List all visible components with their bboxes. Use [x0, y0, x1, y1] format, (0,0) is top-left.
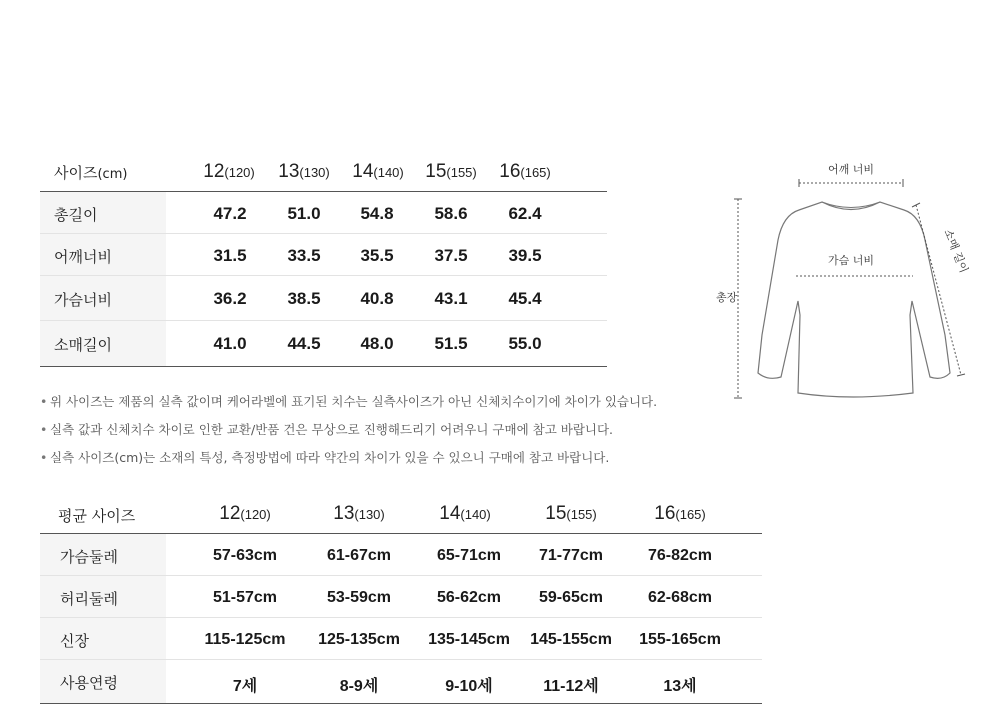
row-label-cell: 어깨너비 [40, 234, 166, 276]
value-cell: 51.5 [434, 334, 468, 353]
value-cell: 76-82cm [647, 547, 713, 564]
value-cell: 44.5 [287, 334, 321, 353]
value-cell: 51-57cm [212, 589, 278, 606]
sleeve-tick-bottom [957, 374, 965, 376]
size-table [40, 150, 607, 368]
value-cell: 125-135cm [318, 631, 400, 648]
value-cell: 53-59cm [326, 589, 392, 606]
sleeve-length-label: 소매 길이 [941, 227, 971, 275]
value-cell: 59-65cm [538, 589, 604, 606]
value-cell: 47.2 [213, 204, 247, 223]
value-cell: 62.4 [508, 204, 542, 223]
avg-col-12: 12(120) [219, 503, 271, 524]
shirt-outline [758, 202, 950, 397]
value-cell: 38.5 [287, 289, 321, 308]
row-label-cell: 허리둘레 [40, 576, 166, 618]
value-cell: 135-145cm [428, 631, 510, 648]
value-cell: 61-67cm [326, 547, 392, 564]
value-cell: 35.5 [360, 246, 394, 265]
avg-table-header [40, 492, 762, 534]
notes-list [40, 392, 657, 476]
value-cell: 11-12세 [543, 678, 599, 695]
value-cell: 51.0 [287, 204, 321, 223]
value-cell: 8-9세 [339, 678, 379, 695]
row-label-cell: 가슴너비 [40, 276, 166, 321]
value-cell: 145-155cm [530, 631, 612, 648]
value-cell: 41.0 [213, 334, 247, 353]
avg-col-15: 15(155) [545, 503, 597, 524]
size-col-15: 15(155) [425, 161, 477, 182]
table-row [40, 534, 762, 576]
row-label-cell: 소매길이 [40, 321, 166, 366]
value-cell: 71-77cm [538, 547, 604, 564]
size-col-12: 12(120) [203, 161, 255, 182]
avg-col-13: 13(130) [333, 503, 385, 524]
shoulder-width-label: 어깨 너비 [827, 163, 875, 176]
value-cell: 62-68cm [647, 589, 713, 606]
length-label: 총장 [716, 291, 738, 304]
note-item: • 실측 사이즈(cm)는 소재의 특성, 측정방법에 따라 약간의 차이가 있을 수 있으니 구매에 참고 바랍니다. [40, 450, 610, 465]
value-cell: 54.8 [360, 204, 394, 223]
value-cell: 39.5 [508, 246, 542, 265]
value-cell: 40.8 [360, 289, 394, 308]
value-cell: 57-63cm [212, 547, 278, 564]
value-cell: 155-165cm [639, 631, 721, 648]
size-table-bottom-rule [40, 366, 607, 367]
avg-header-label: 평균 사이즈 [58, 507, 136, 525]
avg-col-16: 16(165) [654, 503, 706, 524]
table-row [40, 321, 607, 366]
row-label-cell: 신장 [40, 618, 166, 660]
table-row [40, 576, 762, 618]
note-item: • 실측 값과 신체치수 차이로 인한 교환/반품 건은 무상으로 진행해드리기 어려우니 구매에 참고 바랍니다. [40, 422, 614, 437]
value-cell: 43.1 [434, 289, 468, 308]
chest-width-label: 가슴 너비 [827, 254, 875, 267]
size-table-header [40, 150, 607, 192]
value-cell: 45.4 [508, 289, 542, 308]
table-row [40, 192, 607, 234]
value-cell: 56-62cm [436, 589, 502, 606]
value-cell: 115-125cm [204, 631, 286, 648]
size-col-14: 14(140) [352, 161, 404, 182]
table-row [40, 660, 762, 704]
shirt-diagram [716, 155, 980, 415]
value-cell: 48.0 [360, 334, 394, 353]
value-cell: 55.0 [508, 334, 542, 353]
value-cell: 37.5 [434, 246, 468, 265]
avg-table-bottom-rule [40, 703, 762, 704]
value-cell: 58.6 [434, 204, 468, 223]
shirt-collar [822, 202, 880, 208]
size-col-13: 13(130) [278, 161, 330, 182]
value-cell: 9-10세 [445, 678, 493, 695]
value-cell: 36.2 [213, 289, 247, 308]
average-size-table [40, 492, 762, 706]
avg-col-14: 14(140) [439, 503, 491, 524]
size-col-16: 16(165) [499, 161, 551, 182]
value-cell: 33.5 [287, 246, 321, 265]
value-cell: 31.5 [213, 246, 247, 265]
table-row [40, 276, 607, 321]
note-item: • 위 사이즈는 제품의 실측 값이며 케어라벨에 표기된 치수는 실측사이즈가 아닌 신체치수이기에 차이가 있습니다. [40, 394, 658, 409]
row-label-cell: 총길이 [40, 192, 166, 234]
size-header-label: 사이즈(cm) [54, 164, 128, 182]
value-cell: 65-71cm [436, 547, 502, 564]
table-row [40, 234, 607, 276]
table-row [40, 618, 762, 660]
value-cell: 13세 [663, 678, 697, 695]
row-label-cell: 가슴둘레 [40, 534, 166, 576]
row-label-cell: 사용연령 [40, 660, 166, 704]
value-cell: 7세 [232, 678, 258, 695]
